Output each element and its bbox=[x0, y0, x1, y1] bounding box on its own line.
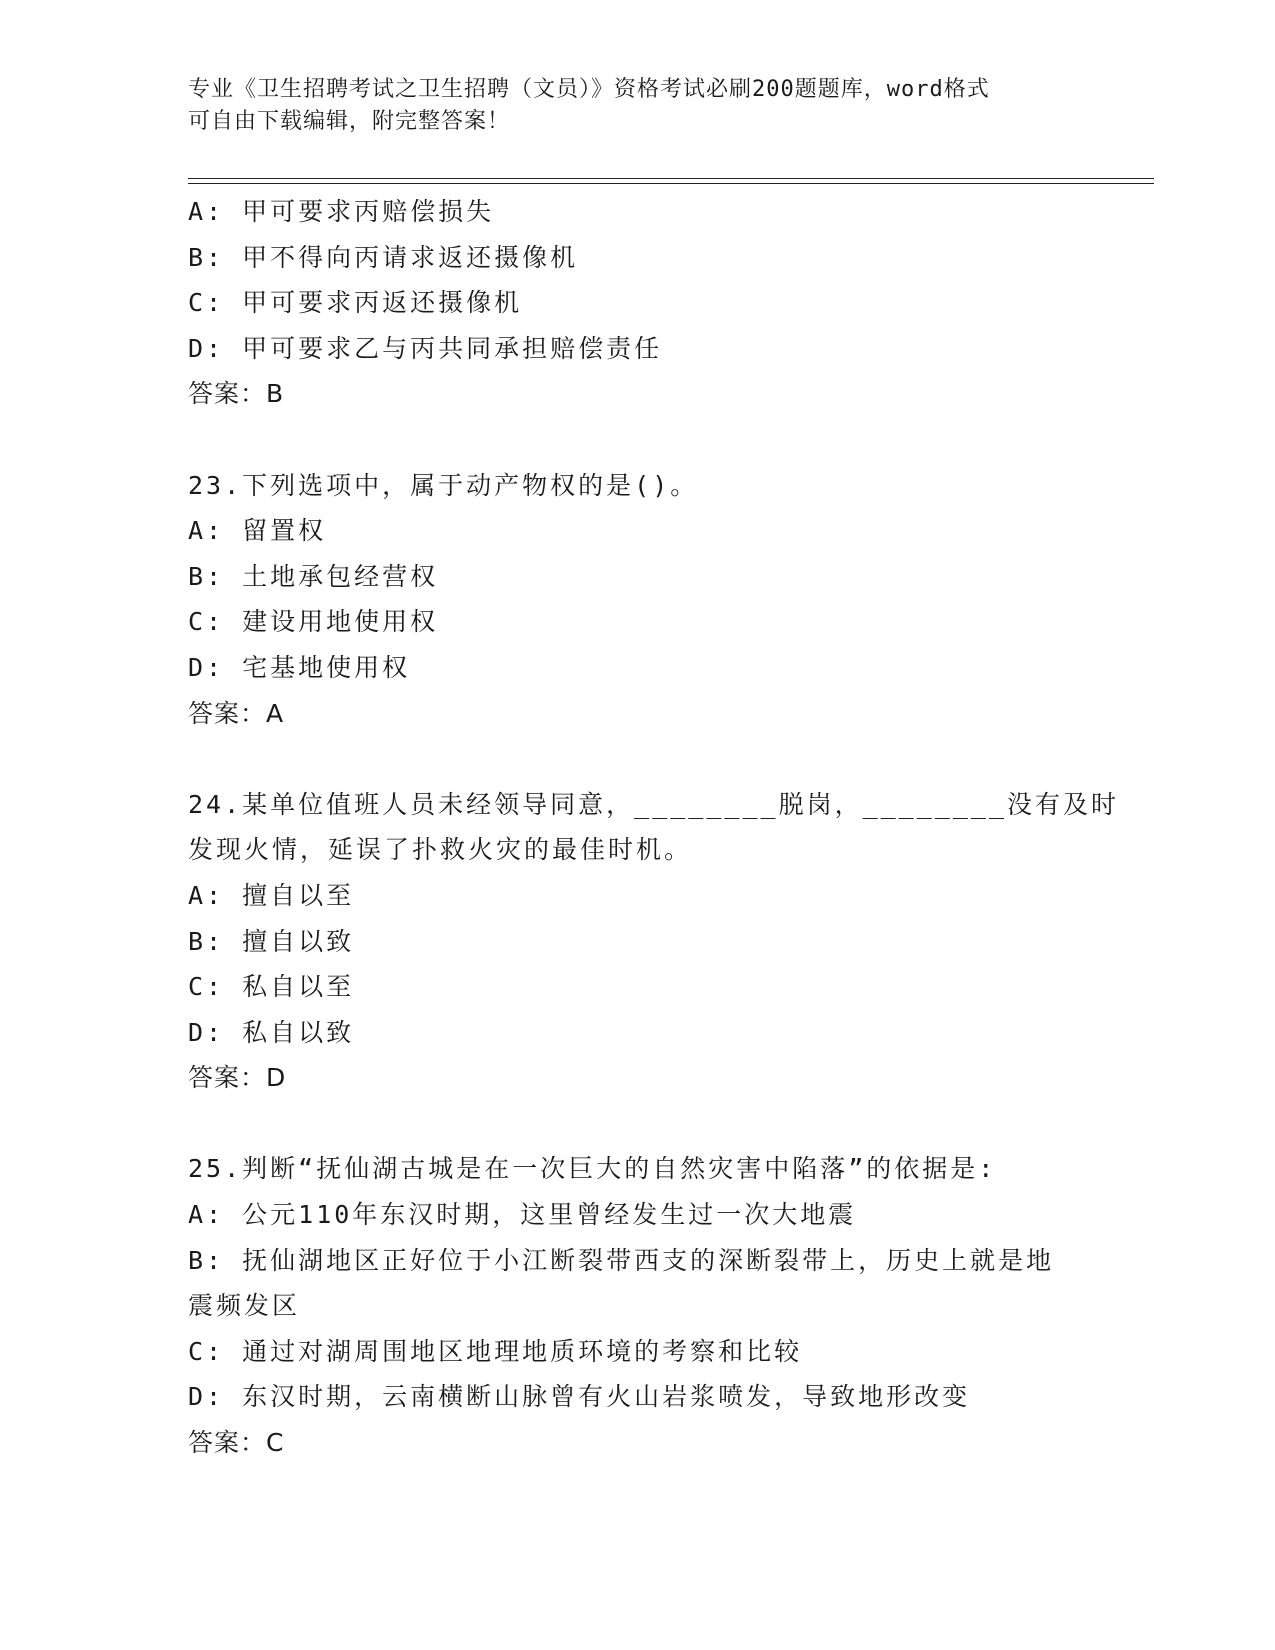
spacer bbox=[188, 1101, 1088, 1147]
q23-question: 23.下列选项中，属于动产物权的是()。 bbox=[188, 470, 699, 500]
q22-option-a: A: 甲可要求丙赔偿损失 bbox=[188, 197, 495, 226]
header-line-2: 可自由下载编辑，附完整答案！ bbox=[188, 109, 511, 134]
q24-answer: 答案：D bbox=[188, 1063, 287, 1093]
q25-option-d: D: 东汉时期，云南横断山脉曾有火山岩浆喷发，导致地形改变 bbox=[188, 1382, 971, 1412]
question-24-block bbox=[188, 782, 1119, 1101]
header-divider-top bbox=[188, 178, 1154, 179]
q22-option-c: C: 甲可要求丙返还摄像机 bbox=[188, 288, 523, 318]
question-25-block bbox=[188, 1146, 1088, 1465]
q24-question-line-2: 发现火情，延误了扑救火灾的最佳时机。 bbox=[188, 835, 693, 865]
header-divider-bottom bbox=[188, 183, 1154, 184]
q22-answer: 答案：B bbox=[188, 379, 285, 409]
q24-question-line-1: 24.某单位值班人员未经领导同意，________脱岗，________没有及时 bbox=[188, 789, 1119, 819]
q25-answer: 答案：C bbox=[188, 1428, 285, 1458]
question-list bbox=[188, 189, 1119, 1466]
header-line-1: 专业《卫生招聘考试之卫生招聘（文员）》资格考试必刷200题题库，word格式 bbox=[188, 77, 990, 102]
q23-option-d: D: 宅基地使用权 bbox=[188, 652, 411, 682]
q25-option-c: C: 通过对湖周围地区地理地质环境的考察和比较 bbox=[188, 1336, 803, 1366]
q23-option-b: B: 土地承包经营权 bbox=[188, 561, 439, 591]
spacer bbox=[188, 417, 1088, 463]
question-22-block bbox=[188, 189, 1088, 417]
q24-option-c: C: 私自以至 bbox=[188, 972, 355, 1002]
q23-option-c: C: 建设用地使用权 bbox=[188, 607, 439, 637]
q25-option-b-line-1: B: 抚仙湖地区正好位于小江断裂带西支的深断裂带上，历史上就是地 bbox=[188, 1245, 1055, 1275]
q25-question: 25.判断“抚仙湖古城是在一次巨大的自然灾害中陷落”的依据是: bbox=[188, 1154, 997, 1184]
q24-option-b: B: 擅自以致 bbox=[188, 926, 355, 956]
q22-option-d: D: 甲可要求乙与丙共同承担赔偿责任 bbox=[188, 333, 663, 363]
spacer bbox=[188, 736, 1088, 782]
q23-answer: 答案：A bbox=[188, 698, 285, 728]
q25-option-a: A: 公元110年东汉时期，这里曾经发生过一次大地震 bbox=[188, 1200, 857, 1230]
q22-option-b: B: 甲不得向丙请求返还摄像机 bbox=[188, 242, 579, 272]
q24-option-a: A: 擅自以至 bbox=[188, 880, 355, 910]
question-23-block bbox=[188, 463, 1088, 737]
q24-option-d: D: 私自以致 bbox=[188, 1017, 355, 1047]
q23-option-a: A: 留置权 bbox=[188, 516, 327, 546]
document-header bbox=[188, 74, 1068, 138]
q25-option-b-line-2: 震频发区 bbox=[188, 1291, 301, 1321]
